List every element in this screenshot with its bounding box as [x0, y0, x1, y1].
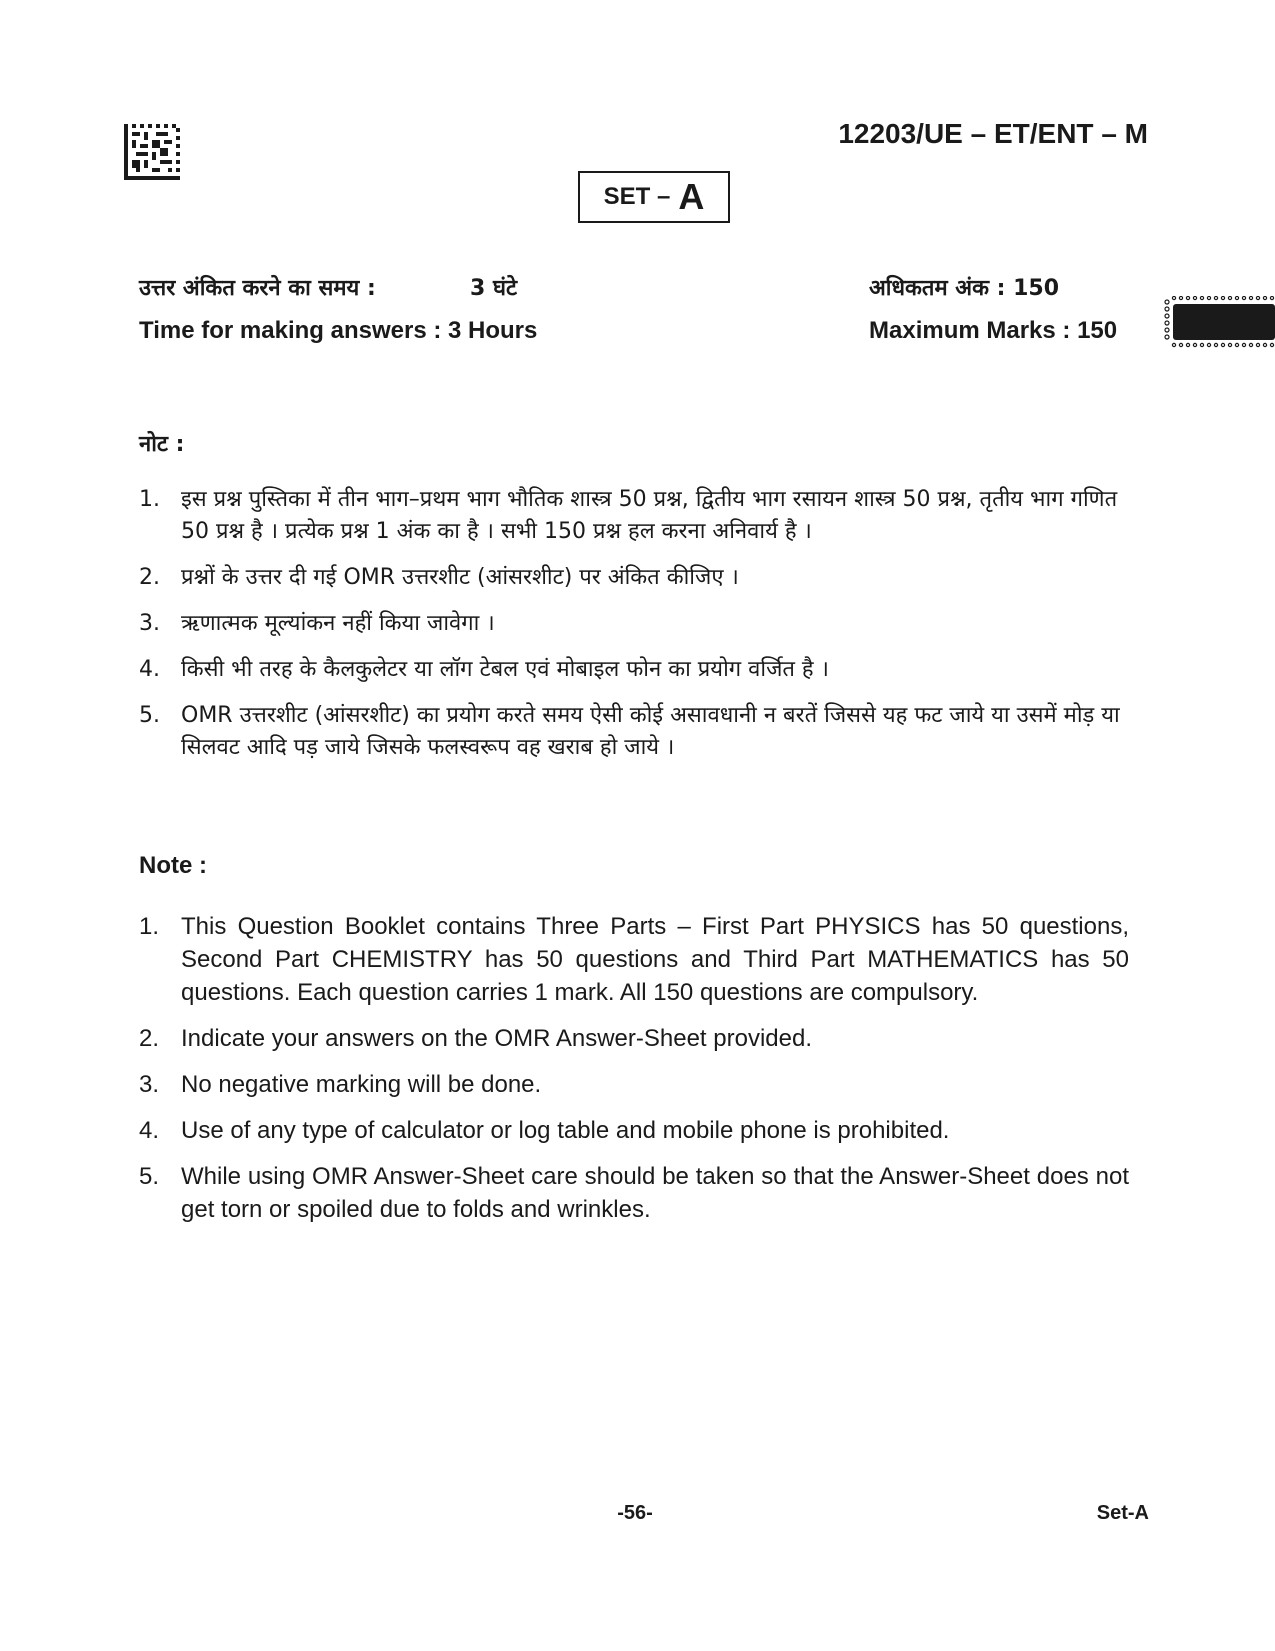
set-box [578, 171, 730, 223]
list-item [139, 654, 1129, 686]
page-number: -56- [617, 1502, 653, 1524]
item-text: Use of any type of calculator or log table and mobile phone is prohibited. [181, 1117, 950, 1144]
side-timing-mark [1163, 296, 1275, 348]
item-text: इस प्रश्न पुस्तिका में तीन भाग–प्रथम भाग भौतिक शास्त्र 50 प्रश्न, द्वितीय भाग रसायन शास्त्र 50 प्रश्न, तृतीय भाग गणित 50 प्रश्न है । प्रत्येक प्रश्न 1 अंक का है । सभी 150 प्रश्न हल करना अनिवार्य है । [181, 487, 1118, 544]
set-letter: A [678, 176, 705, 217]
list-item [139, 484, 1129, 548]
time-value-hindi: 3 घंटे [470, 276, 518, 301]
set-label: SET – [603, 183, 671, 210]
paper-code: 12203/UE – ET/ENT – M [838, 118, 1148, 149]
item-text: ऋणात्मक मूल्यांकन नहीं किया जावेगा । [181, 611, 495, 636]
footer-set-label: Set-A [1096, 1502, 1149, 1524]
item-number: 5. [139, 703, 160, 728]
time-label-hindi: उत्तर अंकित करने का समय : [139, 276, 376, 301]
item-text: किसी भी तरह के कैलकुलेटर या लॉग टेबल एवं मोबाइल फोन का प्रयोग वर्जित है । [181, 657, 829, 682]
list-item [139, 562, 1129, 594]
item-number: 5. [139, 1163, 160, 1190]
item-number: 2. [139, 565, 160, 590]
item-number: 4. [139, 657, 160, 682]
item-number: 1. [139, 487, 160, 512]
item-text: प्रश्नों के उत्तर दी गई OMR उत्तरशीट (आंसरशीट) पर अंकित कीजिए । [181, 565, 739, 590]
instructions-list-hindi [139, 484, 1129, 778]
list-item [139, 910, 1129, 1009]
item-text: While using OMR Answer-Sheet care should be taken so that the Answer-Sheet does not get torn or spoiled due to folds and wrinkles. [181, 1163, 1129, 1223]
list-item [139, 1114, 1129, 1147]
item-text: This Question Booklet contains Three Parts – First Part PHYSICS has 50 questions, Second Part CHEMISTRY has 50 questions and Third Part MATHEMATICS has 50 questions. Each question carries 1 mark. All 150 questions are compulsory. [181, 913, 1129, 1006]
item-text: No negative marking will be done. [181, 1071, 542, 1098]
item-number: 1. [139, 913, 160, 940]
item-number: 4. [139, 1117, 160, 1144]
list-item [139, 700, 1129, 764]
item-number: 3. [139, 1071, 160, 1098]
max-marks-english: Maximum Marks : 150 [869, 317, 1118, 344]
list-item [139, 608, 1129, 640]
list-item [139, 1160, 1129, 1226]
instructions-list-english [139, 910, 1129, 1239]
note-heading-english: Note : [139, 852, 207, 879]
note-heading-hindi: नोट : [139, 432, 185, 457]
item-text: OMR उत्तरशीट (आंसरशीट) का प्रयोग करते समय ऐसी कोई असावधानी न बरतें जिससे यह फट जाये या उसमें मोड़ या सिलवट आदि पड़ जाये जिसके फलस्वरूप वह खराब हो जाये । [181, 703, 1120, 760]
item-number: 3. [139, 611, 160, 636]
list-item [139, 1022, 1129, 1055]
item-text: Indicate your answers on the OMR Answer-Sheet provided. [181, 1025, 812, 1052]
item-number: 2. [139, 1025, 160, 1052]
time-english: Time for making answers : 3 Hours [139, 317, 538, 344]
max-marks-hindi: अधिकतम अंक : 150 [869, 276, 1060, 301]
datamatrix-code [124, 124, 180, 180]
list-item [139, 1068, 1129, 1101]
